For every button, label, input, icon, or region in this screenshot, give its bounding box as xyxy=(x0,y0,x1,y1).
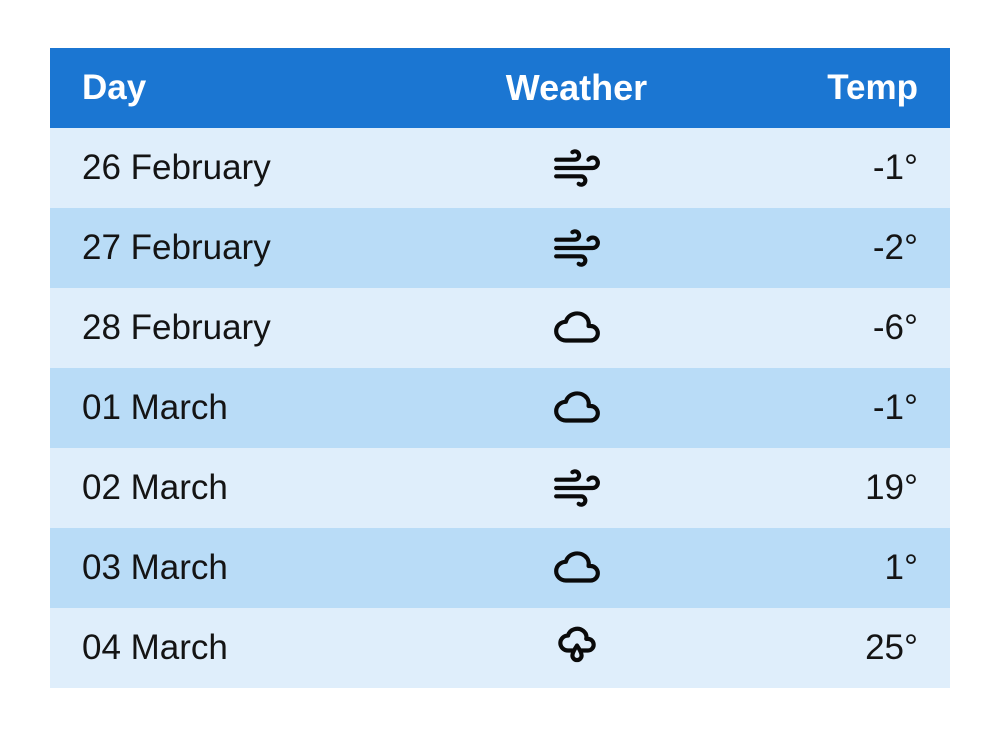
table-header-row xyxy=(50,48,950,128)
day-cell: 04 March xyxy=(82,628,228,667)
table-row xyxy=(50,368,950,448)
day-cell: 02 March xyxy=(82,468,228,507)
cloud-icon xyxy=(552,543,602,593)
cloud-icon xyxy=(552,303,602,353)
column-header-temp: Temp xyxy=(827,68,918,107)
cloud-icon xyxy=(552,383,602,433)
table-row xyxy=(50,288,950,368)
day-cell: 03 March xyxy=(82,548,228,587)
weather-cell xyxy=(428,303,725,353)
weather-table xyxy=(50,48,950,688)
temp-cell: 1° xyxy=(884,548,918,587)
temp-cell: -6° xyxy=(872,308,918,347)
temp-cell: -2° xyxy=(872,228,918,267)
table-row xyxy=(50,608,950,688)
cloud-rain-icon xyxy=(552,623,602,673)
day-cell: 28 February xyxy=(82,308,271,347)
wind-icon xyxy=(552,143,602,193)
weather-cell xyxy=(428,463,725,513)
table-row xyxy=(50,528,950,608)
table-row xyxy=(50,208,950,288)
temp-cell: 19° xyxy=(865,468,918,507)
weather-cell xyxy=(428,543,725,593)
temp-cell: -1° xyxy=(872,388,918,427)
day-cell: 27 February xyxy=(82,228,271,267)
temp-cell: -1° xyxy=(872,148,918,187)
wind-icon xyxy=(552,463,602,513)
table-row xyxy=(50,128,950,208)
day-cell: 01 March xyxy=(82,388,228,427)
wind-icon xyxy=(552,223,602,273)
weather-cell xyxy=(428,623,725,673)
column-header-day: Day xyxy=(82,68,147,107)
table-row xyxy=(50,448,950,528)
weather-cell xyxy=(428,143,725,193)
table-body xyxy=(50,128,950,688)
column-header-weather: Weather xyxy=(505,67,648,108)
day-cell: 26 February xyxy=(82,148,271,187)
temp-cell: 25° xyxy=(865,628,918,667)
weather-cell xyxy=(428,383,725,433)
weather-cell xyxy=(428,223,725,273)
